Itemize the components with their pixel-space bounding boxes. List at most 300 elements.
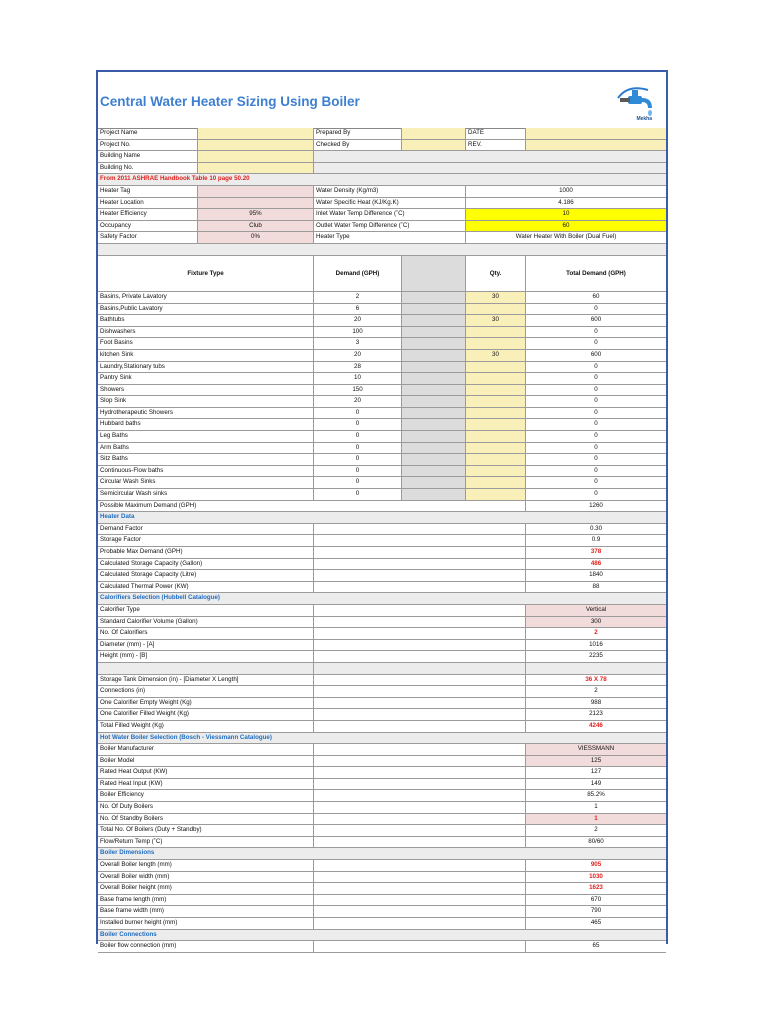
input-value-field[interactable]: 10	[466, 209, 666, 220]
fixture-demand: 3	[314, 338, 402, 349]
result-label: One Calorifier Filled Weight (Kg)	[98, 709, 314, 720]
blank-cell	[314, 721, 526, 732]
fixture-total: 600	[590, 316, 602, 324]
result-label: Overall Boiler height (mm)	[98, 883, 314, 894]
page-title: Central Water Heater Sizing Using Boiler	[100, 94, 360, 109]
blank-cell	[314, 941, 526, 952]
blank-cell	[314, 617, 526, 628]
result-row	[98, 790, 666, 802]
blank-cell	[314, 709, 526, 720]
blank-cell	[402, 454, 466, 465]
result-value: 465	[590, 919, 602, 926]
fixture-demand: 6	[314, 304, 402, 315]
result-row	[98, 941, 666, 953]
fixture-name: Bathtubs	[98, 315, 314, 326]
fixture-total: 60	[592, 292, 600, 300]
cell-label: Building No.	[98, 163, 198, 174]
section-title: Calorifiers Selection (Hubbell Catalogue)	[98, 593, 666, 604]
blank-cell	[314, 605, 526, 616]
result-value: 1623	[589, 884, 603, 892]
fixture-row	[98, 327, 666, 339]
fixture-name: Showers	[98, 385, 314, 396]
blank-cell	[314, 883, 526, 894]
fixture-total: 0	[594, 490, 598, 498]
section-title: Hot Water Boiler Selection (Bosch - Viessmann Catalogue)	[98, 733, 666, 744]
fixture-row	[98, 489, 666, 501]
fixture-qty-field[interactable]	[466, 338, 526, 349]
blank-cell	[402, 477, 466, 488]
cell-label: Checked By	[314, 140, 402, 151]
result-row	[98, 686, 666, 698]
result-row	[98, 628, 666, 640]
blank-cell	[402, 350, 466, 361]
fixture-qty-field[interactable]	[466, 362, 526, 373]
title-row	[98, 72, 666, 129]
fixture-name: Leg Baths	[98, 431, 314, 442]
input-row	[98, 232, 666, 244]
result-value: 36 X 78	[585, 675, 607, 683]
fixture-total: 0	[594, 374, 598, 382]
table-row	[98, 140, 666, 152]
fixture-name: Circular Wash Sinks	[98, 477, 314, 488]
result-value: 85.2%	[587, 791, 605, 799]
fixture-demand: 0	[314, 419, 402, 430]
fixture-qty-field[interactable]	[466, 477, 526, 488]
result-row	[98, 698, 666, 710]
max-demand-value: 1260	[589, 501, 603, 509]
fixture-name: Pantry Sink	[98, 373, 314, 384]
result-value: 149	[590, 779, 602, 787]
result-row	[98, 744, 666, 756]
result-value[interactable]: 300	[526, 617, 666, 628]
result-label: No. Of Duty Boilers	[98, 802, 314, 813]
cell-label: Building Name	[98, 151, 198, 162]
fixture-qty-field[interactable]	[466, 443, 526, 454]
prepared-by-field[interactable]	[402, 128, 466, 139]
logo-caption: Mekha	[636, 116, 652, 122]
blank-cell	[402, 443, 466, 454]
fixture-row	[98, 292, 666, 304]
result-row	[98, 837, 666, 849]
spacer-row	[98, 244, 666, 256]
result-label: Demand Factor	[98, 524, 314, 535]
result-value: 670	[590, 895, 602, 903]
result-value: 80/60	[588, 837, 604, 845]
result-row	[98, 906, 666, 918]
blank-cell	[314, 895, 526, 906]
fixture-total: 0	[594, 327, 598, 335]
result-label: Calculated Thermal Power (KW)	[98, 582, 314, 593]
input-label: Heater Efficiency	[98, 209, 198, 220]
blank-cell	[314, 814, 526, 825]
fixture-qty-field[interactable]	[466, 304, 526, 315]
result-label: Overall Boiler width (mm)	[98, 872, 314, 883]
blank-cell	[314, 151, 666, 162]
result-value: 1016	[589, 640, 603, 648]
blank-cell	[314, 860, 526, 871]
blank-cell	[402, 385, 466, 396]
fixture-qty-field[interactable]	[466, 466, 526, 477]
fixture-demand: 150	[314, 385, 402, 396]
input-value-field[interactable]	[198, 198, 314, 209]
fixture-demand: 2	[314, 292, 402, 303]
fixture-row	[98, 454, 666, 466]
fixture-demand: 20	[314, 396, 402, 407]
fixture-row	[98, 350, 666, 362]
cell-label: Project Name	[98, 128, 198, 139]
input-parameters	[98, 186, 666, 244]
fixture-total: 0	[594, 466, 598, 474]
blank-cell	[98, 244, 666, 255]
fixture-demand: 0	[314, 443, 402, 454]
fixture-row	[98, 373, 666, 385]
result-value: 2123	[589, 710, 603, 718]
result-row	[98, 651, 666, 663]
result-value: 127	[590, 768, 602, 776]
result-value: 1030	[589, 872, 603, 880]
result-label: Boiler Model	[98, 756, 314, 767]
result-row	[98, 640, 666, 652]
fixture-demand: 0	[314, 408, 402, 419]
result-label: Total Filled Weight (Kg)	[98, 721, 314, 732]
cell-label: REV.	[466, 140, 526, 151]
building-no-field[interactable]	[198, 163, 314, 174]
blank-cell	[314, 767, 526, 778]
fixture-row	[98, 396, 666, 408]
blank-cell	[314, 698, 526, 709]
fixture-qty-field[interactable]	[466, 489, 526, 500]
blank-cell	[314, 906, 526, 917]
result-row	[98, 617, 666, 629]
result-label: Boiler Manufacturer	[98, 744, 314, 755]
fixture-total: 0	[594, 385, 598, 393]
input-label: Occupancy	[98, 221, 198, 232]
result-label: Connections (in)	[98, 686, 314, 697]
fixture-name: kitchen Sink	[98, 350, 314, 361]
blank-cell	[314, 675, 526, 686]
fixture-qty-field[interactable]	[466, 419, 526, 430]
blank-cell	[314, 837, 526, 848]
fixture-header-row	[98, 256, 666, 292]
result-label: Storage Factor	[98, 535, 314, 546]
blank-cell	[402, 327, 466, 338]
fixture-name: Dishwashers	[98, 327, 314, 338]
result-row	[98, 872, 666, 884]
fixture-name: Continuous-Flow baths	[98, 466, 314, 477]
blank-cell	[314, 163, 666, 174]
result-sections	[98, 512, 666, 953]
input-value-field[interactable]: Club	[198, 221, 314, 232]
fixture-demand: 0	[314, 466, 402, 477]
blank-cell	[402, 489, 466, 500]
result-label: Calorifier Type	[98, 605, 314, 616]
result-label: Calculated Storage Capacity (Litre)	[98, 570, 314, 581]
result-label: Diameter (mm) - [A]	[98, 640, 314, 651]
result-row	[98, 547, 666, 559]
result-value: 65	[592, 942, 600, 950]
fixture-total: 0	[594, 304, 598, 312]
fixture-qty-field[interactable]	[466, 431, 526, 442]
table-row	[98, 163, 666, 175]
cell-label: DATE	[466, 128, 526, 139]
result-row	[98, 883, 666, 895]
input-value-field[interactable]: 0%	[198, 232, 314, 243]
result-value: 2	[594, 826, 598, 834]
blank-cell	[314, 570, 526, 581]
result-label: Probable Max Demand (GPH)	[98, 547, 314, 558]
result-row	[98, 767, 666, 779]
fixture-row	[98, 431, 666, 443]
result-value	[526, 663, 666, 674]
fixture-name: Hubbard baths	[98, 419, 314, 430]
fixture-row	[98, 408, 666, 420]
result-label: Base frame width (mm)	[98, 906, 314, 917]
result-row	[98, 524, 666, 536]
project-name-field[interactable]	[198, 128, 314, 139]
blank-cell	[314, 663, 526, 674]
result-row	[98, 825, 666, 837]
result-value: 0.30	[589, 524, 603, 532]
input-value-field[interactable]: Water Heater With Boiler (Dual Fuel)	[515, 233, 617, 241]
fixture-total: 0	[594, 339, 598, 347]
result-row	[98, 535, 666, 547]
section-title: Boiler Connections	[98, 930, 666, 941]
section-title-row	[98, 512, 666, 524]
fixture-total: 0	[594, 455, 598, 463]
blank-cell	[314, 582, 526, 593]
fixture-row	[98, 315, 666, 327]
result-row	[98, 663, 666, 675]
result-value[interactable]: 125	[526, 756, 666, 767]
result-label: No. Of Calorifiers	[98, 628, 314, 639]
fixture-name: Basins, Private Lavatory	[98, 292, 314, 303]
result-value: 1840	[589, 571, 603, 579]
result-value: 486	[590, 559, 602, 567]
input-label: Heater Location	[98, 198, 198, 209]
fixture-qty-field[interactable]	[466, 396, 526, 407]
blank-cell	[402, 373, 466, 384]
blank-cell	[402, 419, 466, 430]
blank-cell	[314, 918, 526, 929]
blank-cell	[314, 756, 526, 767]
fixture-name: Foot Basins	[98, 338, 314, 349]
input-value-field[interactable]: 60	[466, 221, 666, 232]
blank-cell	[314, 802, 526, 813]
fixture-row	[98, 304, 666, 316]
fixture-name: Semicircular Wash sinks	[98, 489, 314, 500]
blank-cell	[314, 559, 526, 570]
blank-cell	[314, 825, 526, 836]
blank-cell	[314, 547, 526, 558]
fixture-name: Laundry,Stationary tubs	[98, 362, 314, 373]
blank-cell	[314, 524, 526, 535]
result-label: Standard Calorifier Volume (Gallon)	[98, 617, 314, 628]
fixture-name: Sitz Baths	[98, 454, 314, 465]
result-label: Height (mm) - [B]	[98, 651, 314, 662]
result-label: Rated Heat Input (KW)	[98, 779, 314, 790]
fixture-qty-field[interactable]: 30	[466, 350, 526, 361]
result-row	[98, 918, 666, 930]
max-demand-label: Possible Maximum Demand (GPH)	[98, 501, 526, 512]
section-title-row	[98, 930, 666, 942]
fixture-total: 0	[594, 362, 598, 370]
result-label: Calculated Storage Capacity (Gallon)	[98, 559, 314, 570]
fixture-qty-field[interactable]	[466, 454, 526, 465]
blank-cell	[314, 790, 526, 801]
input-row	[98, 186, 666, 198]
result-row	[98, 756, 666, 768]
fixture-qty-field[interactable]: 30	[466, 315, 526, 326]
checked-by-field[interactable]	[402, 140, 466, 151]
input-label: Safety Factor	[98, 232, 198, 243]
fixture-total: 0	[594, 420, 598, 428]
fixture-qty-field[interactable]: 30	[466, 292, 526, 303]
fixture-demand: 0	[314, 489, 402, 500]
blank-cell	[314, 640, 526, 651]
result-label: Rated Heat Output (KW)	[98, 767, 314, 778]
result-row	[98, 709, 666, 721]
fixture-demand: 10	[314, 373, 402, 384]
fixture-demand: 28	[314, 362, 402, 373]
fixture-qty-field[interactable]	[466, 327, 526, 338]
input-label: Heater Type	[314, 232, 466, 243]
result-row	[98, 675, 666, 687]
result-label: Installed burner height (mm)	[98, 918, 314, 929]
qty-header: Qty.	[466, 256, 526, 291]
fixture-total: 600	[590, 350, 602, 358]
result-row	[98, 802, 666, 814]
input-label: Inlet Water Temp Difference (˚C)	[314, 209, 466, 220]
table-row	[98, 128, 666, 140]
result-value: 2	[594, 687, 598, 695]
result-label: No. Of Standby Boilers	[98, 814, 314, 825]
section-title: Heater Data	[98, 512, 666, 523]
demand-header: Demand (GPH)	[314, 256, 402, 291]
date-field[interactable]	[526, 128, 666, 139]
blank-cell	[402, 396, 466, 407]
fixture-total: 0	[594, 443, 598, 451]
fixture-demand: 0	[314, 477, 402, 488]
result-row	[98, 559, 666, 571]
result-label: Storage Tank Dimension (in) - [Diameter X Length]	[98, 675, 314, 686]
result-value: 790	[590, 907, 602, 915]
result-row	[98, 570, 666, 582]
result-row	[98, 895, 666, 907]
result-label	[98, 663, 314, 674]
input-label: Outlet Water Temp Difference (˚C)	[314, 221, 466, 232]
input-value-field[interactable]: 95%	[198, 209, 314, 220]
section-title-row	[98, 733, 666, 745]
section-title-row	[98, 848, 666, 860]
result-row	[98, 605, 666, 617]
fixture-name: Slop Sink	[98, 396, 314, 407]
fixture-total: 0	[594, 478, 598, 486]
result-label: One Calorifier Empty Weight (Kg)	[98, 698, 314, 709]
result-label: Total No. Of Boilers (Duty + Standby)	[98, 825, 314, 836]
fixture-qty-field[interactable]	[466, 373, 526, 384]
fixture-qty-field[interactable]	[466, 408, 526, 419]
fixture-demand: 100	[314, 327, 402, 338]
blank-cell	[314, 686, 526, 697]
blank-cell	[314, 744, 526, 755]
max-demand-row	[98, 501, 666, 513]
fixture-demand: 20	[314, 315, 402, 326]
blank-cell	[402, 304, 466, 315]
blank-cell	[314, 651, 526, 662]
result-label: Overall Boiler length (mm)	[98, 860, 314, 871]
section-title: Boiler Dimensions	[98, 848, 666, 859]
blank-cell	[402, 466, 466, 477]
fixture-name: Arm Baths	[98, 443, 314, 454]
result-value: 2235	[589, 652, 603, 660]
result-value: 1	[594, 803, 598, 811]
result-value[interactable]: VIESSMANN	[526, 744, 666, 755]
result-value[interactable]: Vertical	[526, 605, 666, 616]
input-row	[98, 221, 666, 233]
fixture-row	[98, 419, 666, 431]
blank-cell	[402, 431, 466, 442]
result-row	[98, 860, 666, 872]
section-title-row	[98, 593, 666, 605]
blank-cell	[314, 535, 526, 546]
fixture-total: 0	[594, 397, 598, 405]
result-value: 905	[590, 861, 602, 869]
input-value-field[interactable]	[198, 186, 314, 197]
result-label: Flow/Return Temp (˚C)	[98, 837, 314, 848]
building-name-field[interactable]	[198, 151, 314, 162]
fixture-name: Hydrotherapeutic Showers	[98, 408, 314, 419]
result-value: 988	[590, 698, 602, 706]
cell-label: Project No.	[98, 140, 198, 151]
result-row	[98, 814, 666, 826]
blank-header	[402, 256, 466, 291]
fixture-demand: 0	[314, 454, 402, 465]
result-row	[98, 721, 666, 733]
worksheet	[96, 70, 668, 950]
result-label: Boiler Efficiency	[98, 790, 314, 801]
sizing-table	[98, 128, 666, 953]
blank-cell	[314, 779, 526, 790]
fixture-row	[98, 477, 666, 489]
rev-field[interactable]	[526, 140, 666, 151]
project-no-field[interactable]	[198, 140, 314, 151]
result-label: Boiler flow connection (mm)	[98, 941, 314, 952]
table-row	[98, 174, 666, 186]
result-value: 2	[594, 629, 598, 637]
input-value-field[interactable]: 1000	[559, 186, 573, 194]
input-row	[98, 209, 666, 221]
fixture-demand: 0	[314, 431, 402, 442]
cell-label: Prepared By	[314, 128, 402, 139]
fixture-demand: 20	[314, 350, 402, 361]
fixture-row	[98, 362, 666, 374]
fixture-total: 0	[594, 408, 598, 416]
blank-cell	[402, 362, 466, 373]
ashrae-reference: From 2011 ASHRAE Handbook Table 10 page 50.20	[98, 174, 666, 185]
blank-cell	[402, 292, 466, 303]
fixture-name: Basins,Public Lavatory	[98, 304, 314, 315]
fixture-qty-field[interactable]	[466, 385, 526, 396]
blank-cell	[314, 628, 526, 639]
result-value[interactable]: 1	[526, 814, 666, 825]
input-value-field[interactable]: 4.186	[558, 198, 574, 206]
blank-cell	[402, 408, 466, 419]
fixture-row	[98, 466, 666, 478]
input-label: Water Specific Heat (KJ/Kg.K)	[314, 198, 466, 209]
input-label: Water Density (Kg/m3)	[314, 186, 466, 197]
fixture-row	[98, 443, 666, 455]
input-label: Heater Tag	[98, 186, 198, 197]
